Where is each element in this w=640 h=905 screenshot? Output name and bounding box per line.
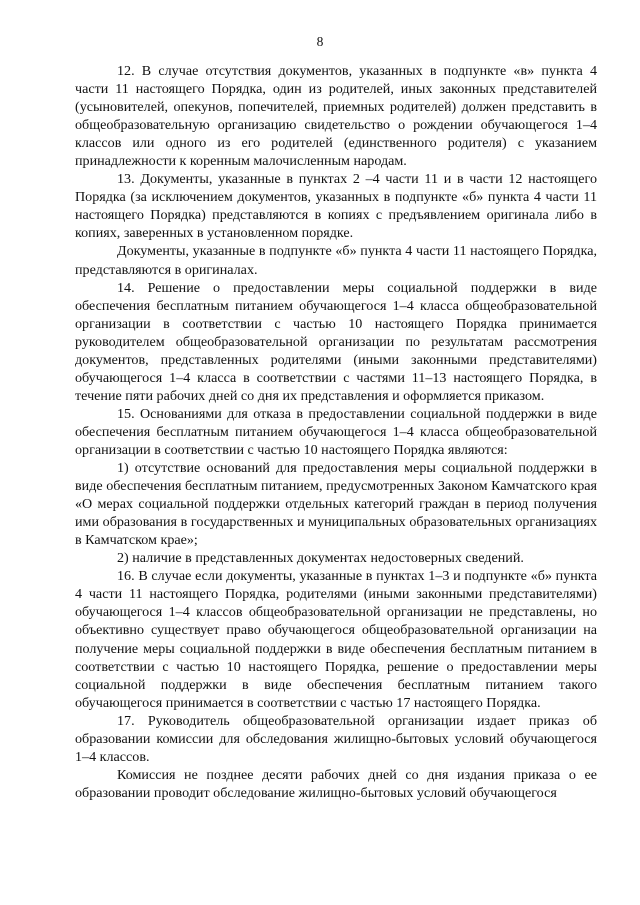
page-number: 8 [316,34,324,49]
paragraph-13-originals: Документы, указанные в подпункте «б» пункта 4 части 11 настоящего Порядка, представляются в оригиналах. [75,243,597,278]
paragraph-15-item-1: 1) отсутствие оснований для предоставления меры социальной поддержки в виде обеспечения бесплатным питанием, предусмотренных Законом Камчатского края «О мерах социальной поддержки отдельных категорий граждан в период получения ими образования в государственных и муниципальных образовательных организациях в Камчатском крае»; [75,460,597,549]
paragraph-15: 15. Основаниями для отказа в предоставлении социальной поддержки в виде обеспечения бесплатным питанием обучающегося 1–4 класса общеобразовательной организации в соответствии с частью 10 настоящего Порядка являются: [75,405,597,458]
paragraph-17: 17. Руководитель общеобразовательной организации издает приказ об образовании комиссии для обследования жилищно-бытовых условий обучающегося 1–4 классов. [75,712,597,765]
paragraph-12: 12. В случае отсутствия документов, указанных в подпункте «в» пункта 4 части 11 настоящего Порядка, один из родителей, иных законных представителей (усыновителей, опекунов, попечителей, приемных родителей) должен представить в общеобразовательную организацию свидетельство о рождении обучающегося 1–4 классов или одного из его родителей (единственного родителя) с указанием принадлежности к коренным малочисленным народам. [75,63,597,170]
paragraph-14: 14. Решение о предоставлении меры социальной поддержки в виде обеспечения бесплатным питанием обучающегося 1–4 класса общеобразовательной организации в соответствии с частью 10 настоящего Порядка принимается руководителем общеобразовательной организации по результатам рассмотрения документов, представленных родителями (иными законными представителями) обучающегося 1–4 класса в соответствии с частями 11–13 настоящего Порядка, в течение пяти рабочих дней со дня их представления и оформляется приказом. [75,279,597,404]
paragraph-13: 13. Документы, указанные в пунктах 2 –4 части 11 и в части 12 настоящего Порядка (за исключением документов, указанных в подпункте «б» пункта 4 части 11 настоящего Порядка) представляются в копиях с предъявлением оригинала либо в копиях, заверенных в установленном порядке. [75,171,597,242]
paragraph-16: 16. В случае если документы, указанные в пунктах 1–3 и подпункте «б» пункта 4 части 11 настоящего Порядка, родителями (иными законными представителями) обучающегося 1–4 классов общеобразовательной организации не представлены, но объективно существует право обучающегося общеобразовательной организации на получение меры социальной поддержки в виде обеспечения бесплатным питанием в соответствии с частью 10 настоящего Порядка, решение о предоставлении меры социальной поддержки в виде обеспечения бесплатным питанием такого обучающегося принимается в соответствии с частью 17 настоящего Порядка. [75,568,597,711]
paragraph-17-commission: Комиссия не позднее десяти рабочих дней со дня издания приказа о ее образовании проводит обследование жилищно-бытовых условий обучающегося [75,766,597,801]
paragraph-15-item-2: 2) наличие в представленных документах недостоверных сведений. [117,550,524,567]
document-body [75,62,597,802]
